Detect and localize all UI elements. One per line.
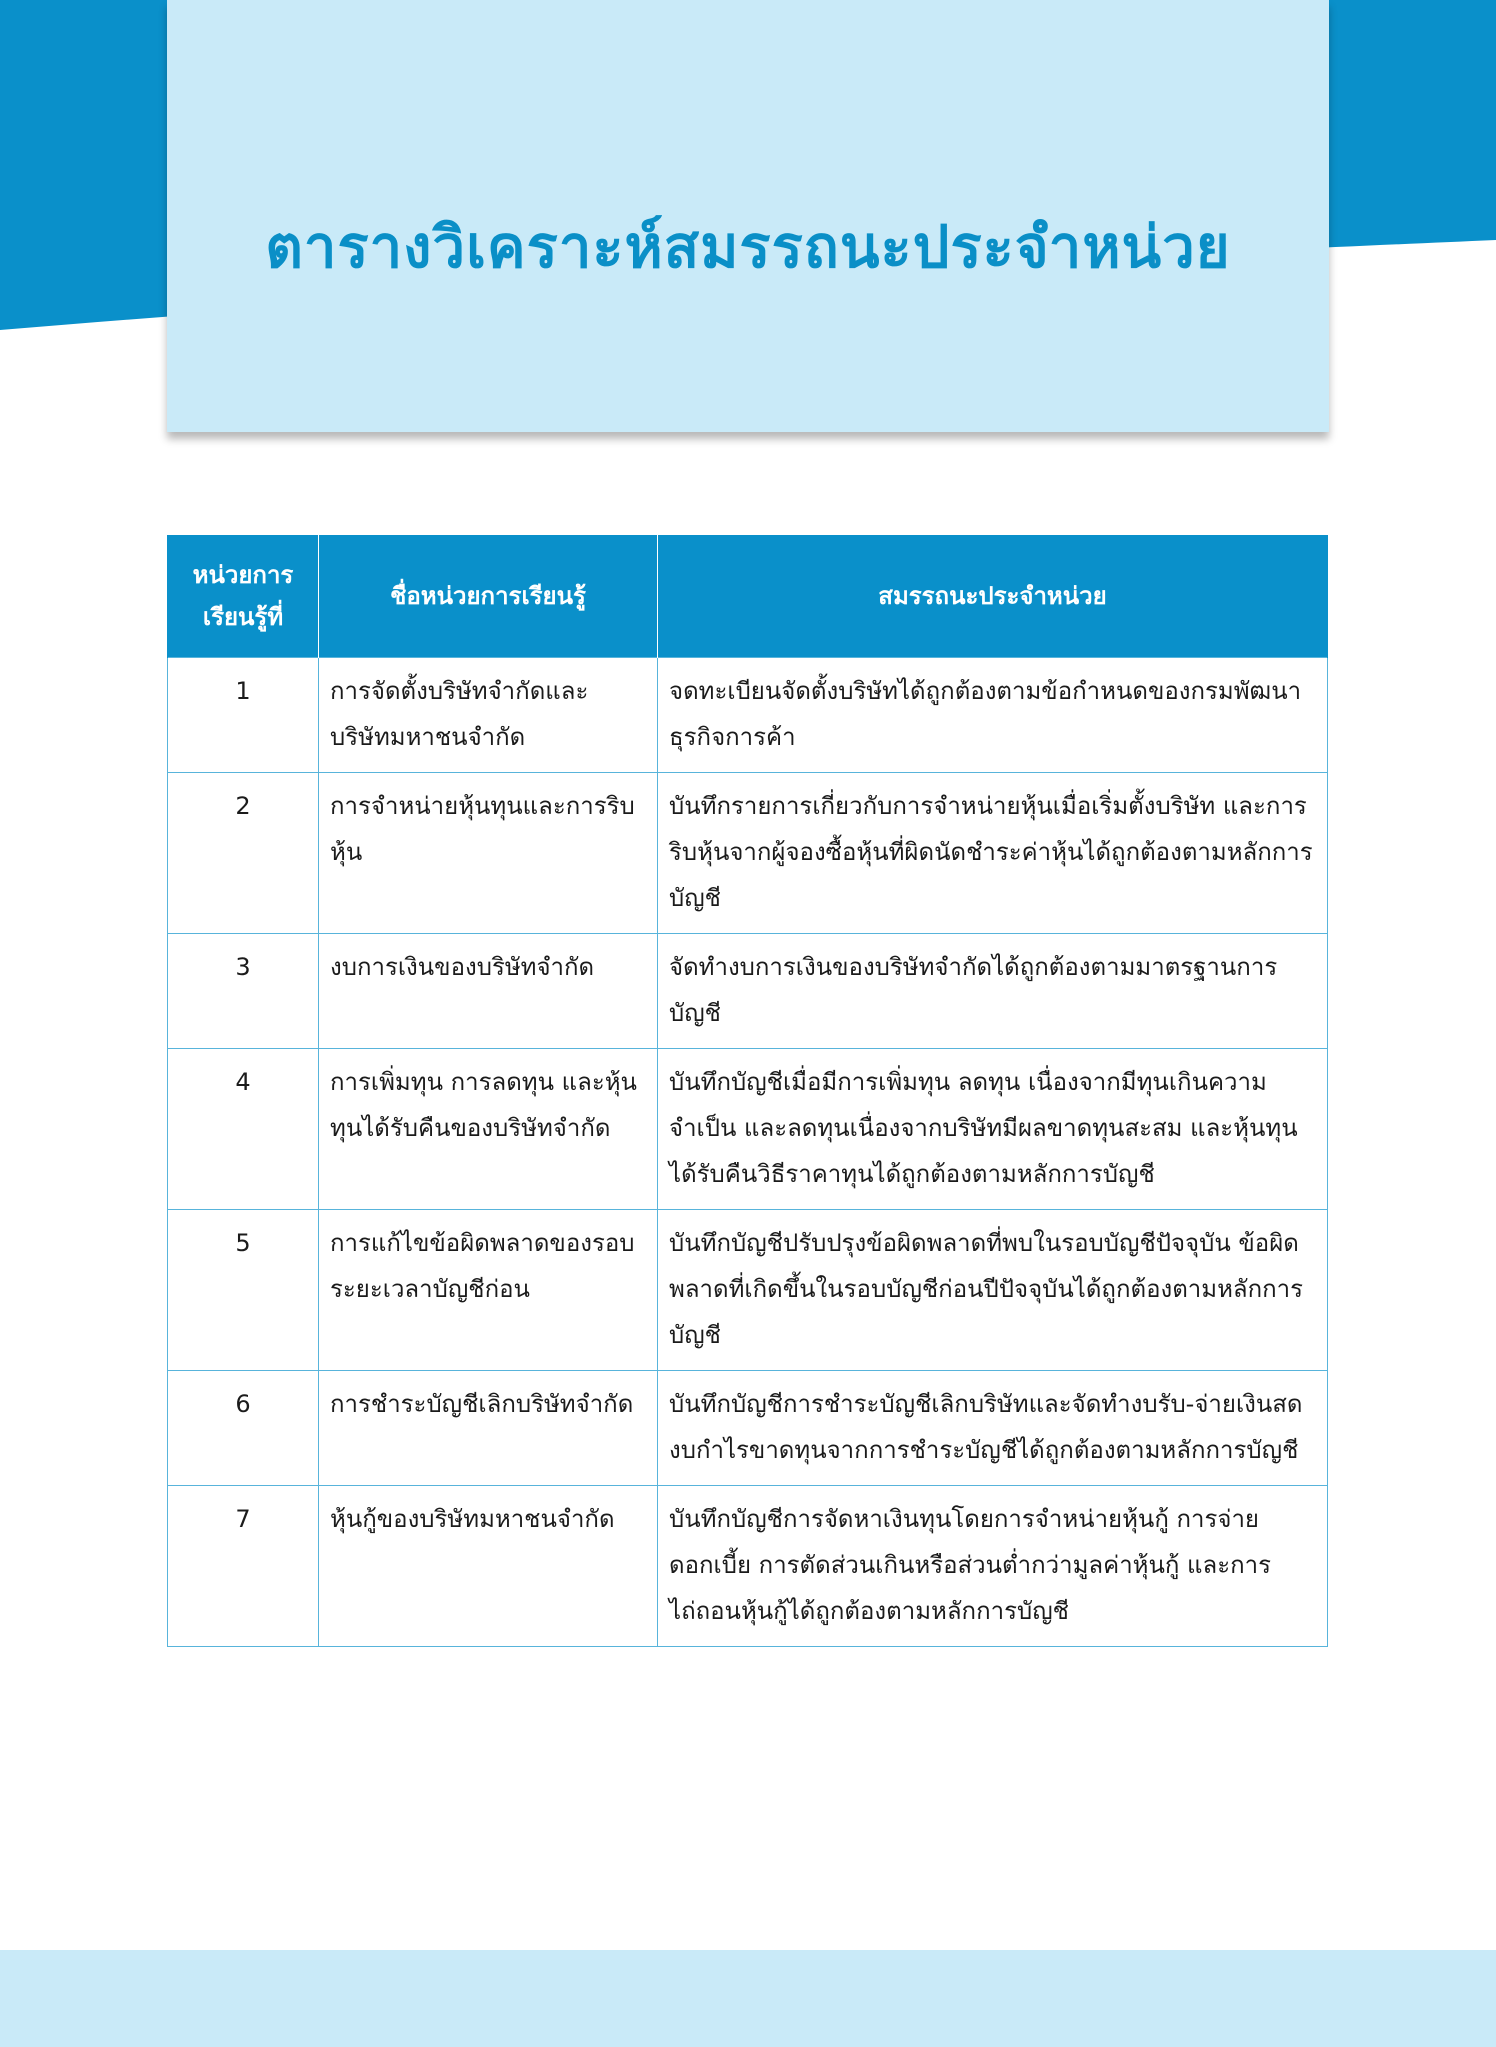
column-header-competency: สมรรถนะประจำหน่วย (658, 535, 1328, 658)
unit-number-cell: 4 (168, 1049, 319, 1210)
competency-cell: บันทึกรายการเกี่ยวกับการจำหน่ายหุ้นเมื่อเริ่มตั้งบริษัท และการริบหุ้นจากผู้จองซื้อหุ้นที่ผิดนัดชำระค่าหุ้นได้ถูกต้องตามหลักการบัญชี (658, 773, 1328, 934)
competency-cell: จดทะเบียนจัดตั้งบริษัทได้ถูกต้องตามข้อกำหนดของกรมพัฒนาธุรกิจการค้า (658, 658, 1328, 773)
unit-number-cell: 5 (168, 1210, 319, 1371)
unit-name-cell: การเพิ่มทุน การลดทุน และหุ้นทุนได้รับคืนของบริษัทจำกัด (319, 1049, 658, 1210)
unit-number-cell: 2 (168, 773, 319, 934)
competency-cell: จัดทำงบการเงินของบริษัทจำกัดได้ถูกต้องตามมาตรฐานการบัญชี (658, 934, 1328, 1049)
unit-number-cell: 6 (168, 1371, 319, 1486)
column-header-unit-name: ชื่อหน่วยการเรียนรู้ (319, 535, 658, 658)
table-row (168, 934, 1328, 1049)
table-row (168, 1371, 1328, 1486)
page-title: ตารางวิเคราะห์สมรรถนะประจำหน่วย (265, 212, 1231, 281)
table-row (168, 773, 1328, 934)
column-header-unit-no: หน่วยการเรียนรู้ที่ (168, 535, 319, 658)
competency-cell: บันทึกบัญชีปรับปรุงข้อผิดพลาดที่พบในรอบบัญชีปัจจุบัน ข้อผิดพลาดที่เกิดขึ้นในรอบบัญชีก่อนปีปัจจุบันได้ถูกต้องตามหลักการบัญชี (658, 1210, 1328, 1371)
table-row (168, 1486, 1328, 1647)
competency-table (167, 535, 1328, 1647)
table-row (168, 1210, 1328, 1371)
unit-name-cell: การแก้ไขข้อผิดพลาดของรอบระยะเวลาบัญชีก่อน (319, 1210, 658, 1371)
unit-name-cell: งบการเงินของบริษัทจำกัด (319, 934, 658, 1049)
competency-cell: บันทึกบัญชีการชำระบัญชีเลิกบริษัทและจัดทำงบรับ-จ่ายเงินสดงบกำไรขาดทุนจากการชำระบัญชีได้ถูกต้องตามหลักการบัญชี (658, 1371, 1328, 1486)
table-row (168, 1049, 1328, 1210)
unit-number-cell: 7 (168, 1486, 319, 1647)
competency-cell: บันทึกบัญชีการจัดหาเงินทุนโดยการจำหน่ายหุ้นกู้ การจ่ายดอกเบี้ย การตัดส่วนเกินหรือส่วนต่ำกว่ามูลค่าหุ้นกู้ และการไถ่ถอนหุ้นกู้ได้ถูกต้องตามหลักการบัญชี (658, 1486, 1328, 1647)
unit-number-cell: 3 (168, 934, 319, 1049)
footer-band (0, 1950, 1496, 2047)
unit-name-cell: การจำหน่ายหุ้นทุนและการริบหุ้น (319, 773, 658, 934)
title-card (167, 0, 1329, 432)
unit-name-cell: การจัดตั้งบริษัทจำกัดและบริษัทมหาชนจำกัด (319, 658, 658, 773)
table-row (168, 658, 1328, 773)
table-header-row (168, 535, 1328, 658)
unit-number-cell: 1 (168, 658, 319, 773)
unit-name-cell: การชำระบัญชีเลิกบริษัทจำกัด (319, 1371, 658, 1486)
competency-table-container (167, 535, 1327, 1647)
unit-name-cell: หุ้นกู้ของบริษัทมหาชนจำกัด (319, 1486, 658, 1647)
competency-cell: บันทึกบัญชีเมื่อมีการเพิ่มทุน ลดทุน เนื่องจากมีทุนเกินความจำเป็น และลดทุนเนื่องจากบริษัทมีผลขาดทุนสะสม และหุ้นทุนได้รับคืนวิธีราคาทุนได้ถูกต้องตามหลักการบัญชี (658, 1049, 1328, 1210)
